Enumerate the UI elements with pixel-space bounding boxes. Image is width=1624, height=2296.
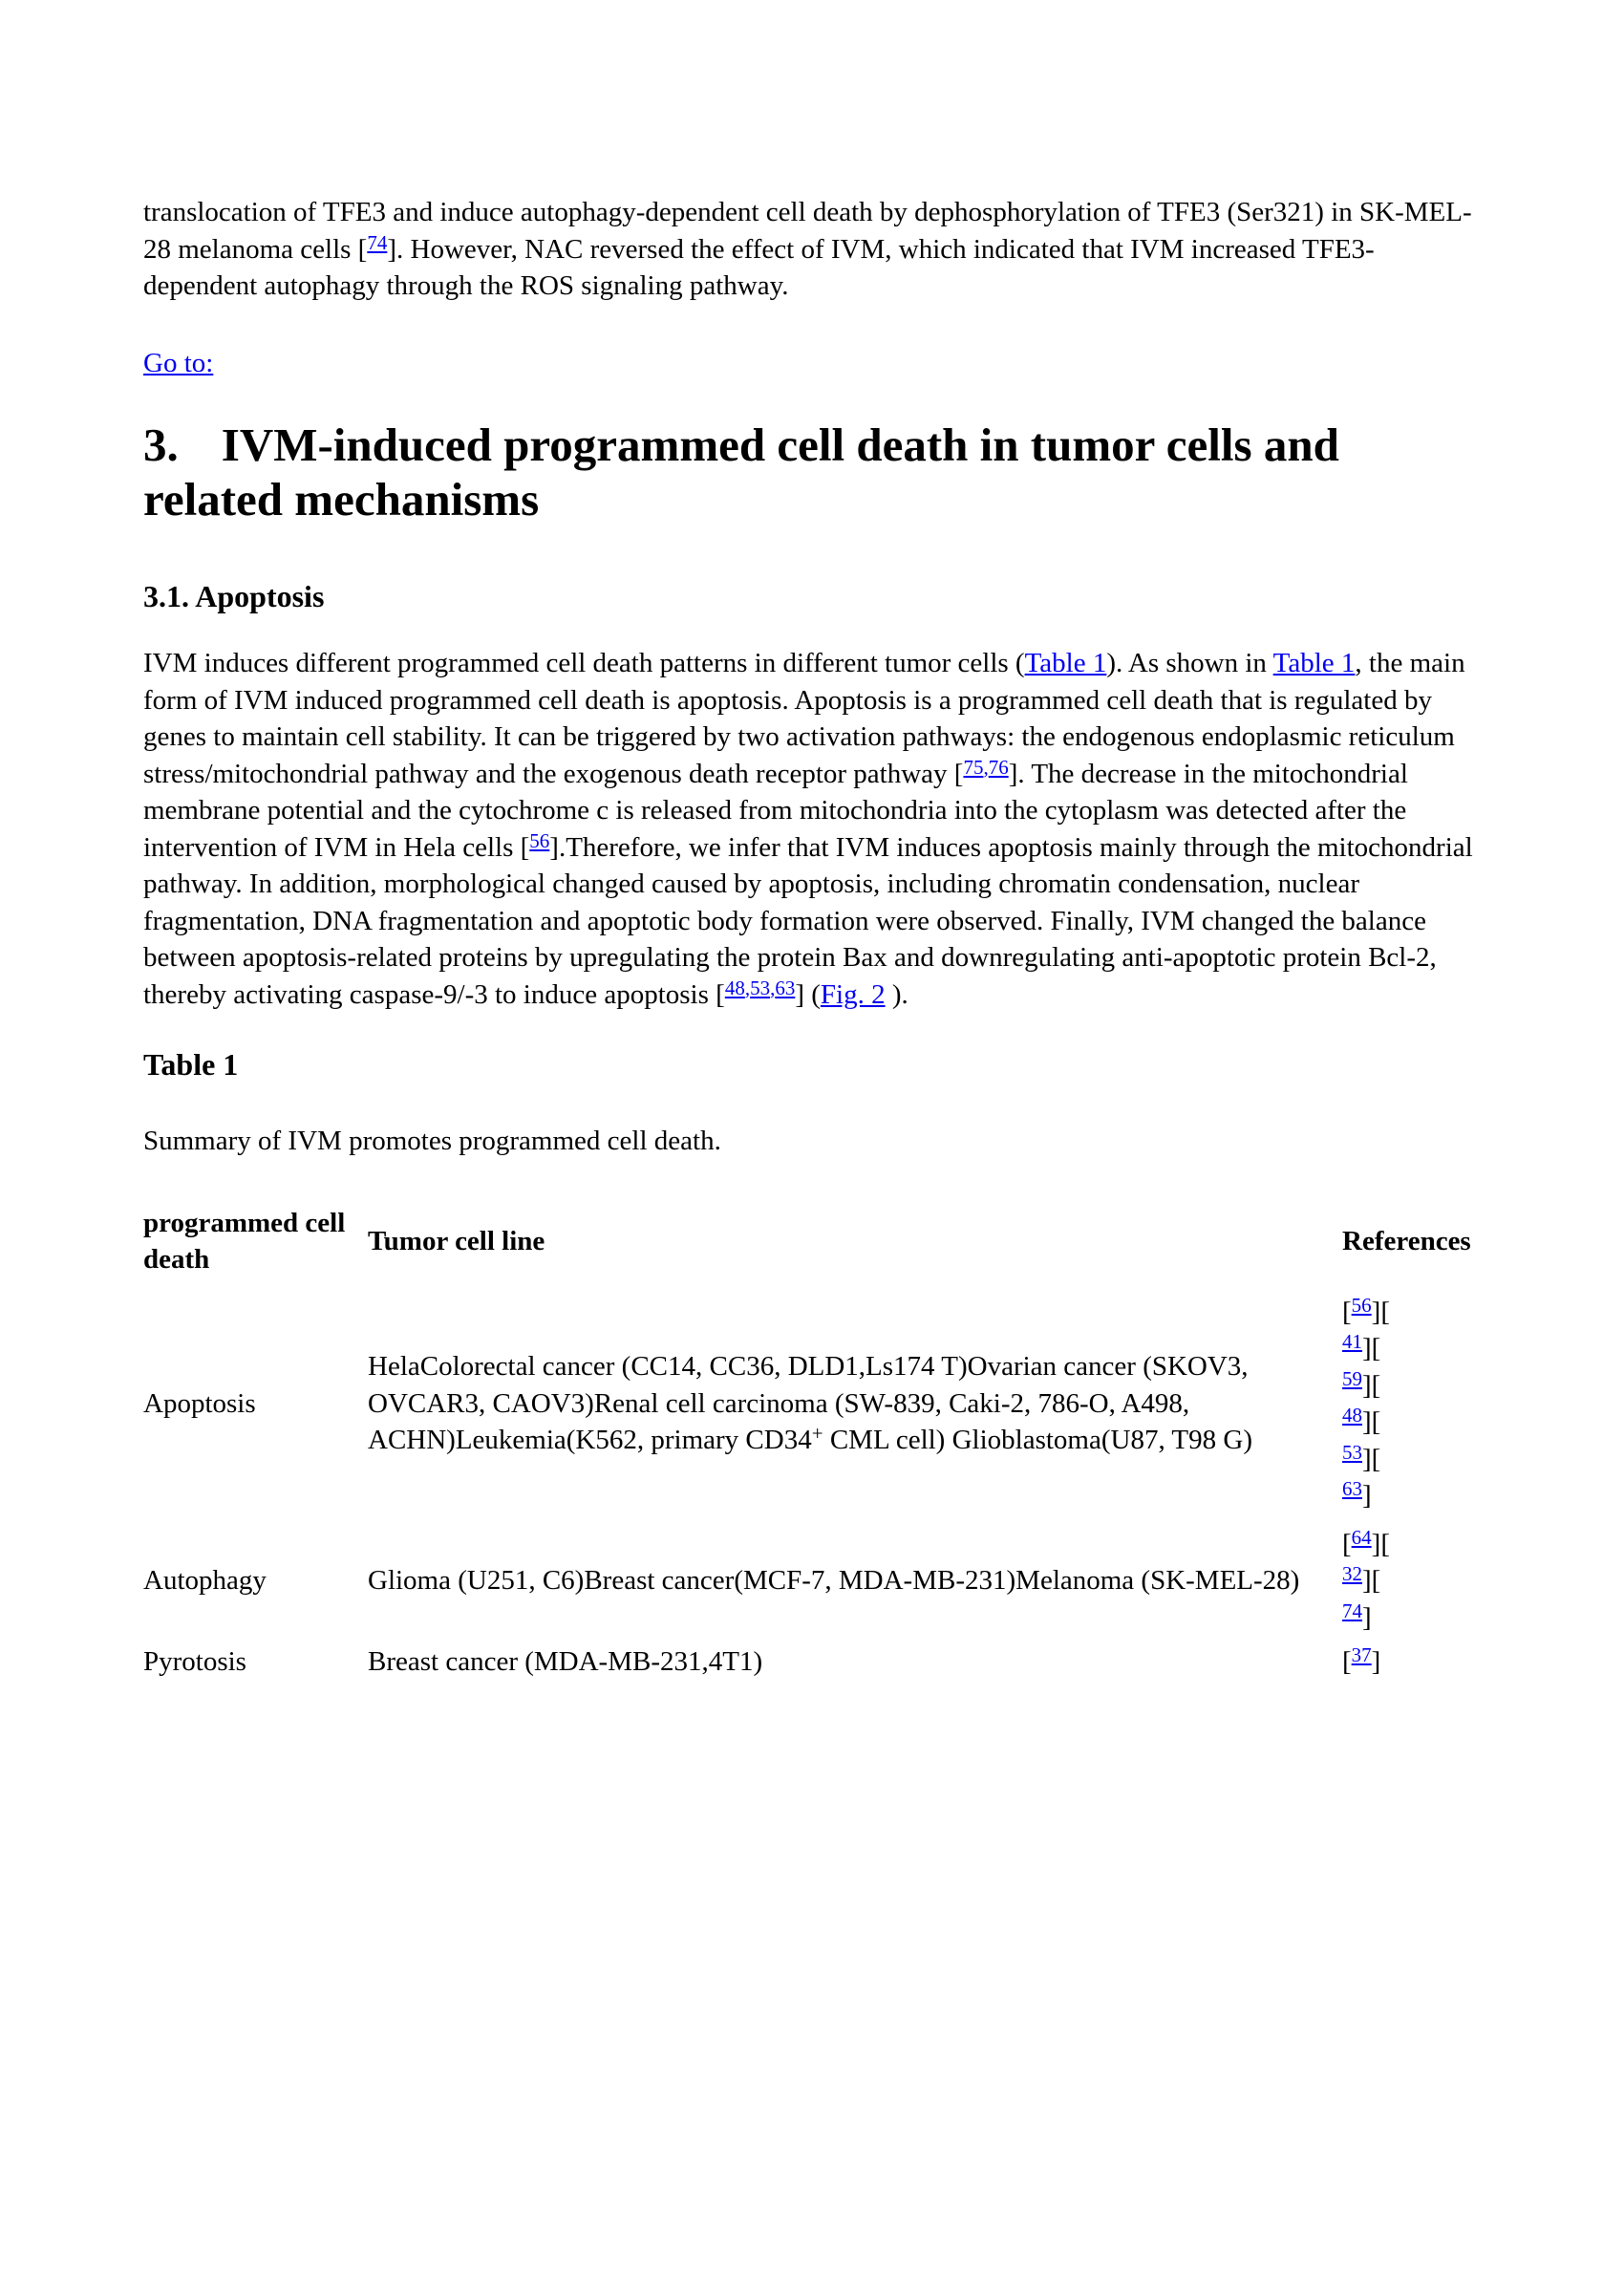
reference-link[interactable]: 53 [750,976,771,999]
reference-link[interactable]: 53 [1342,1440,1362,1464]
table-row [143,1286,1471,1522]
bracket: ] [1371,1646,1381,1677]
bracket: ][ [1362,1333,1381,1363]
text-segment: ]. The decrease in the mitochondrial membrane potential and the cytochrome c is released from mitochondria into the cytoplasm was detected after the intervention of IVM in Hela cells [ [143,758,1408,863]
text-segment: , the main form of IVM induced programmed cell death is apoptosis. Apoptosis is a programmed cell death that is regulated by genes to maintain cell stability. It can be triggered by two activation pathways: the endogenous endoplasmic reticulum stress/mitochondrial pathway and the exogenous death receptor pathway [ [143,648,1465,789]
inline-link[interactable]: Table 1 [1024,648,1107,678]
table-1-caption: Summary of IVM promotes programmed cell death. [143,1126,721,1156]
reference-link[interactable]: 75 [963,755,984,779]
death-type-cell: Apoptosis [143,1387,256,1419]
reference-link[interactable]: 48 [1342,1404,1362,1427]
reference-entry [1342,1526,1471,1563]
tumor-cell-line-cell [368,1640,1342,1684]
text-segment: CML cell) Glioblastoma(U87, T98 G) [823,1425,1252,1456]
reference-entry [1342,1562,1471,1599]
reference-entry [1342,1367,1471,1405]
inline-link[interactable]: Table 1 [1272,648,1356,678]
bracket: [ [1342,1646,1352,1677]
references-cell [1342,1286,1471,1522]
section-heading [143,418,1485,526]
reference-link[interactable]: 32 [1342,1562,1362,1585]
subsection-heading: 3.1. Apoptosis [143,579,325,613]
text-segment: , [983,755,989,779]
bracket: ][ [1362,1369,1381,1401]
reference-link[interactable]: 48 [724,976,745,999]
reference-link[interactable]: 63 [775,976,796,999]
death-type-cell: Autophagy [143,1565,267,1596]
intro-paragraph [143,194,1485,305]
bracket: ][ [1362,1443,1381,1474]
bracket: ] [1362,1480,1372,1511]
header-references: References [1342,1225,1471,1256]
bracket: ][ [1362,1406,1381,1437]
text-segment: HelaColorectal cancer (CC14, CC36, DLD1,Ls174 T)Ovarian cancer (SKOV3, OVCAR3, CAOV3)Renal cell carcinoma (SW-839, Caki-2, 786-O, A498, ACHN)Leukemia(K562, primary CD34 [368,1351,1249,1456]
text-segment: Glioma (U251, C6)Breast cancer(MCF-7, MDA-MB-231)Melanoma (SK-MEL-28) [368,1565,1300,1596]
reference-entry [1342,1599,1471,1637]
table-row [143,1522,1471,1641]
table-header-row [143,1203,1471,1286]
bracket: [ [1342,1528,1352,1559]
reference-entry [1342,1294,1471,1331]
text-segment: IVM induces different programmed cell death patterns in different tumor cells ( [143,648,1025,678]
reference-entry [1342,1477,1471,1514]
text-segment: translocation of TFE3 and induce autophagy-dependent cell death by dephosphorylation of TFE3 (Ser321) in SK-MEL-28 melanoma cells [ [143,197,1472,265]
references-cell [1342,1522,1471,1641]
section-title: IVM-induced programmed cell death in tumor cells and related mechanisms [143,418,1339,526]
reference-entry [1342,1404,1471,1441]
reference-link[interactable]: 41 [1342,1330,1362,1353]
table-1-heading: Table 1 [143,1047,239,1082]
reference-link[interactable]: 56 [529,828,550,852]
text-segment: ] ( [795,978,821,1010]
text-segment: ]. However, NAC reversed the effect of IVM, which indicated that IVM increased TFE3-dependent autophagy through the ROS signaling pathway. [143,233,1375,301]
tumor-cell-line-cell [368,1522,1342,1641]
bracket: ][ [1371,1296,1390,1327]
bracket: [ [1342,1296,1352,1327]
bracket: ][ [1371,1528,1390,1559]
text-segment: ). As shown in [1106,648,1273,678]
bracket: ] [1362,1601,1372,1633]
reference-link[interactable]: 74 [1342,1599,1362,1622]
text-segment: ). [885,978,908,1010]
article-page [143,194,1485,1684]
go-to-link[interactable]: Go to: [143,347,214,378]
reference-link[interactable]: 37 [1351,1643,1372,1666]
reference-link[interactable]: 59 [1342,1366,1362,1390]
bracket: ][ [1362,1565,1381,1596]
reference-entry [1342,1643,1471,1681]
reference-link[interactable]: 74 [367,230,388,254]
text-segment: ].Therefore, we infer that IVM induces apoptosis mainly through the mitochondrial pathway. In addition, morphological changed caused by apoptosis, including chromatin condensation, nuclear fragmentation, DNA fragmentation and apoptotic body formation were observed. Finally, IVM changed the balance between apoptosis-related proteins by upregulating the protein Bax and downregulating anti-apoptotic protein Bcl-2, thereby activating caspase-9/-3 to induce apoptosis [ [143,831,1473,1010]
reference-link[interactable]: 64 [1351,1525,1372,1549]
reference-link[interactable]: 56 [1351,1293,1372,1317]
header-tumor-cell-line: Tumor cell line [368,1225,545,1256]
section-number: 3. [143,418,179,471]
text-segment: + [811,1422,823,1446]
text-segment: Breast cancer (MDA-MB-231,4T1) [368,1646,763,1677]
references-cell [1342,1640,1471,1684]
table-row [143,1640,1471,1684]
reference-entry [1342,1330,1471,1367]
reference-link[interactable]: 76 [988,755,1009,779]
text-segment: , [770,976,776,999]
death-type-cell: Pyrotosis [143,1646,246,1677]
header-programmed-cell-death: programmed cell death [143,1207,346,1275]
tumor-cell-line-cell [368,1286,1342,1522]
table-1 [143,1203,1471,1684]
inline-link[interactable]: Fig. 2 [820,978,886,1010]
apoptosis-paragraph [143,645,1485,1013]
reference-link[interactable]: 63 [1342,1477,1362,1500]
text-segment: , [744,976,751,999]
reference-entry [1342,1441,1471,1478]
